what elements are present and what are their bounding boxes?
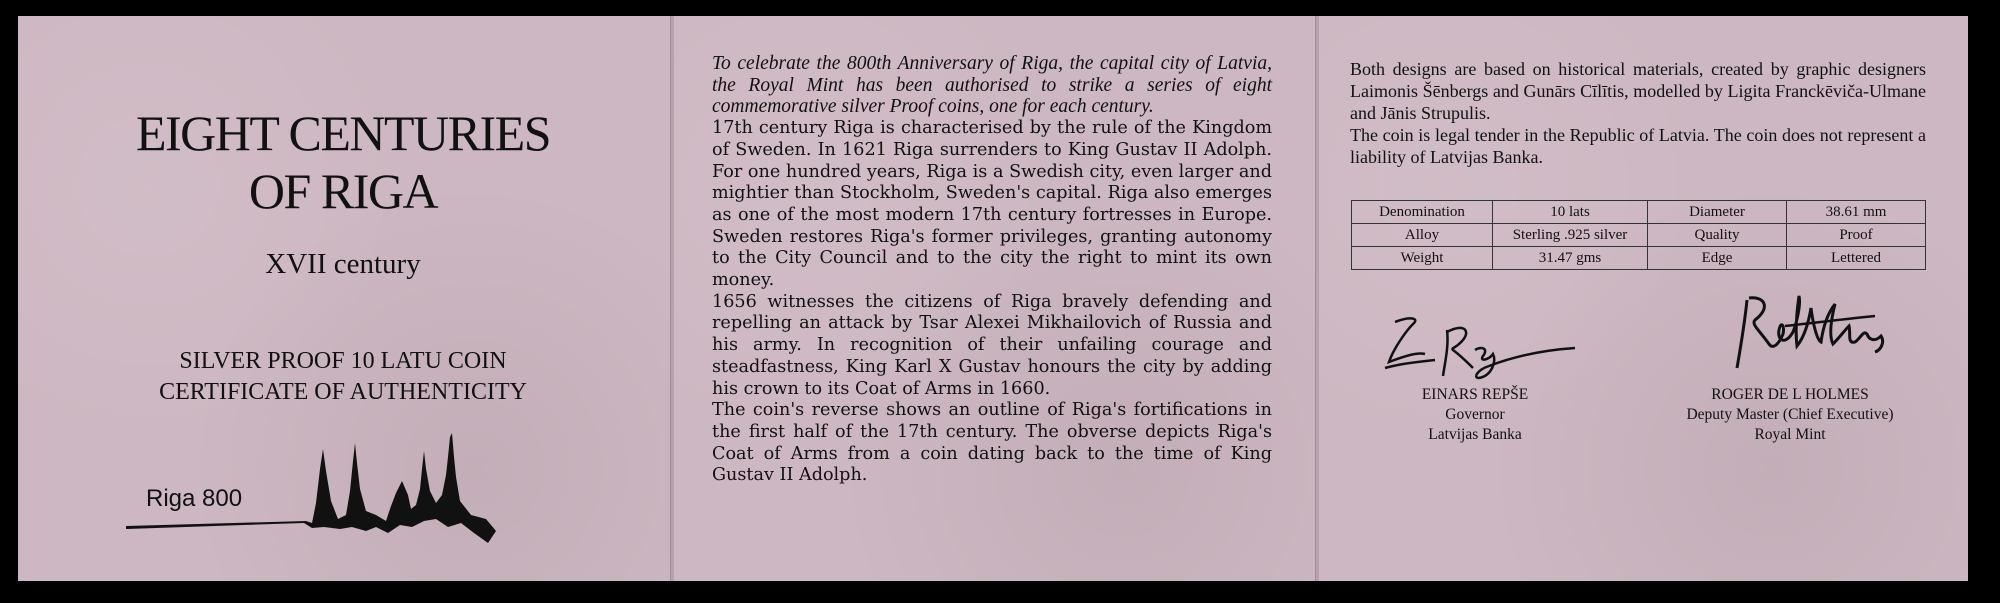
history-paragraph-1: 17th century Riga is characterised by the rule of the Kingdom of Sweden. In 1621 Riga surrenders to King Gustav II Adolph. For one hundred years, Riga is a Swedish city, even larger and mightier than Stockholm, Sweden's capital. Riga also emerges as one of the most modern 17th century fortresses in Europe. Sweden restores Riga's former privileges, granting autonomy to the City Council and to the city the right to mint its own money.: [712, 118, 1272, 291]
spec-label: Quality: [1648, 224, 1787, 247]
table-row: [1352, 247, 1926, 270]
table-row: [1352, 201, 1926, 224]
certificate-heading: [118, 346, 568, 408]
signature-deputy-master: [1725, 290, 1895, 375]
signatory-org: Latvijas Banka: [1428, 426, 1522, 443]
spec-label: Edge: [1648, 247, 1787, 270]
century-subtitle: XVII century: [265, 248, 421, 280]
spec-value: Sterling .925 silver: [1493, 224, 1648, 247]
spec-value: Proof: [1787, 224, 1926, 247]
history-text: [712, 53, 1272, 487]
signatory-title: Governor: [1445, 406, 1505, 423]
intro-paragraph: To celebrate the 800th Anniversary of Riga, the capital city of Latvia, the Royal Mint has been authorised to strike a series of eight commemorative silver Proof coins, one for each century.: [712, 53, 1272, 118]
signatory-name: ROGER DE L HOLMES: [1711, 386, 1869, 403]
cert-line-1: SILVER PROOF 10 LATU COIN: [179, 348, 507, 374]
signatory-governor: [1360, 385, 1590, 445]
signatory-deputy-master: [1660, 385, 1920, 445]
signature-governor: [1375, 310, 1595, 380]
title-line-1: EIGHT CENTURIES: [135, 105, 551, 161]
spec-label: Weight: [1352, 247, 1493, 270]
title-line-2: OF RIGA: [248, 163, 438, 219]
signatory-name: EINARS REPŠE: [1421, 386, 1529, 403]
spec-label: Denomination: [1352, 201, 1493, 224]
cert-line-2: CERTIFICATE OF AUTHENTICITY: [159, 379, 527, 405]
specifications-table: [1351, 200, 1926, 270]
history-paragraph-2: 1656 witnesses the citizens of Riga bravely defending and repelling an attack by Tsar Alexei Mikhailovich of Russia and his army. In recognition of their unfailing courage and steadfastness, King Karl X Gustav honours the city by adding his crown to its Coat of Arms in 1660.: [712, 291, 1272, 399]
spec-value: Lettered: [1787, 247, 1926, 270]
table-row: [1352, 224, 1926, 247]
spec-value: 10 lats: [1493, 201, 1648, 224]
riga-800-logo-text: Riga 800: [146, 485, 243, 512]
designers-paragraph: Both designs are based on historical materials, created by graphic designers Laimonis Šēnbergs and Gunārs Cīlītis, modelled by Ligita Franckēviča-Ulmane and Jānis Strupulis.: [1350, 59, 1926, 123]
certificate-title: [118, 104, 568, 220]
left-panel: [18, 16, 670, 581]
signatory-org: Royal Mint: [1754, 426, 1826, 443]
riga-skyline-logo: [126, 431, 566, 571]
spec-label: Alloy: [1352, 224, 1493, 247]
design-text: [1350, 58, 1926, 168]
legal-tender-paragraph: The coin is legal tender in the Republic of Latvia. The coin does not represent a liability of Latvijas Banka.: [1350, 125, 1926, 167]
history-paragraph-3: The coin's reverse shows an outline of Riga's fortifications in the first half of the 17th century. The obverse depicts Riga's Coat of Arms from a coin dating back to the time of King Gustav II Adolph.: [712, 400, 1272, 486]
spec-label: Diameter: [1648, 201, 1787, 224]
spec-value: 31.47 gms: [1493, 247, 1648, 270]
signatory-title: Deputy Master (Chief Executive): [1686, 406, 1894, 423]
spec-value: 38.61 mm: [1787, 201, 1926, 224]
